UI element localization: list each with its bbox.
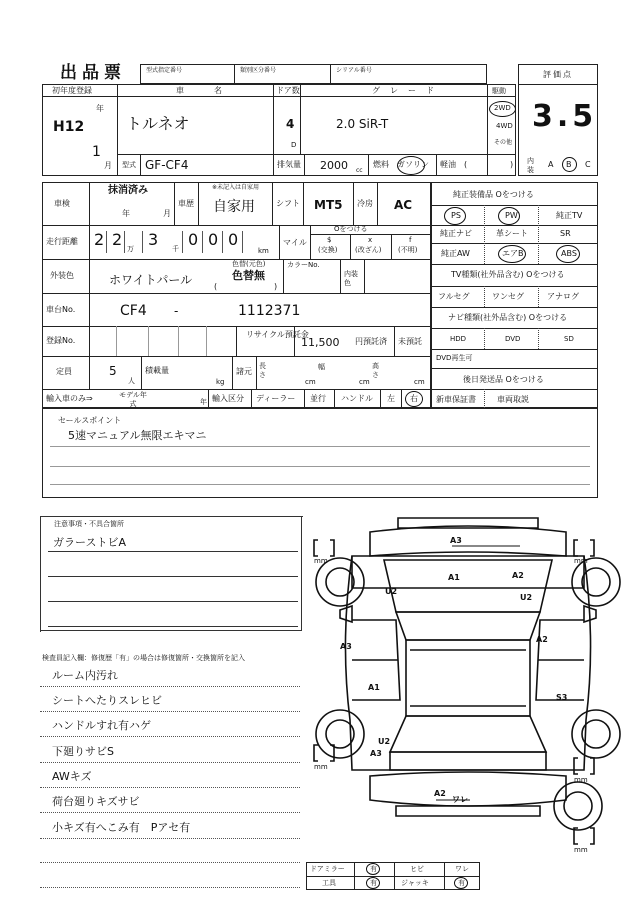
inspector-item-3: ハンドルすれ有ハゲ <box>52 719 151 732</box>
nav-hdd: HDD <box>450 335 467 343</box>
exchange-symbol: $ <box>327 236 332 244</box>
load-label: 積載量 <box>145 366 169 375</box>
tools-label: 工具 <box>322 879 336 887</box>
mileage-digit-5: 0 <box>208 230 219 249</box>
unknown-symbol: f <box>409 236 412 244</box>
inspection-month-unit: 月 <box>163 209 171 218</box>
score-label: 評価点 <box>543 70 573 79</box>
after-manual: 車両取説 <box>497 395 529 404</box>
mirror-circle <box>366 863 380 875</box>
tv-oneseg: ワンセグ <box>492 292 524 301</box>
model-label: 型式 <box>122 161 136 169</box>
car-name-label: 車名 <box>176 86 252 95</box>
mark-right-front-door: A2 <box>536 635 548 644</box>
chassis-label: 車台No. <box>46 305 76 314</box>
man-unit: 万 <box>127 245 134 253</box>
equip-sr: SR <box>560 229 571 238</box>
sen-unit: 千 <box>172 245 179 253</box>
dealer-label: ディーラー <box>256 394 296 403</box>
tire-rr-unit: mm <box>574 776 588 784</box>
color-no-label: カラーNo. <box>287 261 320 269</box>
height-unit: cm <box>414 378 425 386</box>
class-label: 類別区分番号 <box>240 67 277 74</box>
ac-label: 冷房 <box>357 199 373 208</box>
car-name: トルネオ <box>126 114 190 133</box>
inspector-item-4: 下廻りサビS <box>52 745 114 758</box>
width-label: 幅 <box>318 363 325 371</box>
mileage-digit-1: 2 <box>94 230 105 249</box>
left-label: 左 <box>387 394 395 403</box>
mile-label: マイル <box>283 238 307 247</box>
drive-other: その他 <box>494 139 513 146</box>
equip-pw: PW <box>505 211 518 220</box>
recycle-value: 11,500 <box>301 336 340 349</box>
inspector-item-7: 小キズ有へこみ有 Pアセ有 <box>52 821 191 834</box>
altered-label: (改ざん) <box>355 246 382 254</box>
cc-unit: cc <box>356 167 363 174</box>
tools-circle <box>366 877 380 889</box>
mark-rear-bumper: A2 <box>434 789 446 798</box>
selling-points-text: 5速マニュアル無限エキマニ <box>68 429 207 442</box>
kg-unit: kg <box>216 378 225 386</box>
dims-label: 諸元 <box>236 367 252 376</box>
tv-title: TV種類(社外品含む) Oをつける <box>451 270 565 279</box>
model-year-unit: 年 <box>200 398 207 406</box>
tire-spare-unit: mm <box>574 846 588 854</box>
interior-grade-b: B <box>566 160 572 169</box>
mirror-mark: 有 <box>370 865 377 873</box>
first-reg-month: 1 <box>92 144 101 160</box>
equip-tv: 純正TV <box>556 211 583 220</box>
jack-circle <box>454 877 468 889</box>
equip-navi: 純正ナビ <box>440 229 472 238</box>
ac-value: AC <box>394 198 413 212</box>
color-change-value: 色替無 <box>232 269 265 282</box>
shift-value: MT5 <box>314 198 343 212</box>
history-label: 車歴 <box>178 199 194 208</box>
capacity-unit: 人 <box>128 377 135 385</box>
fuel-gas: ガソリン <box>397 160 429 169</box>
color-change-paren-open: ( <box>214 282 218 291</box>
chassis-dash: - <box>174 304 179 318</box>
jack-label: ジャッキ <box>401 879 429 887</box>
type-cert-label: 型式指定番号 <box>146 67 183 74</box>
drive-2wd: 2WD <box>494 104 511 112</box>
after-warranty: 新車保証書 <box>436 395 476 404</box>
mark-rear-left-quarter: A3 <box>370 749 382 758</box>
length-unit: cm <box>305 378 316 386</box>
tire-fl-unit: mm <box>314 557 328 565</box>
interior-grade-c: C <box>585 160 591 169</box>
shift-label: シフト <box>276 199 300 208</box>
drive-4wd: 4WD <box>496 122 513 130</box>
paren-open: ( <box>464 160 468 169</box>
chassis-number: 1112371 <box>238 303 301 319</box>
year-unit: 年 <box>96 104 104 113</box>
inspector-item-1: ルーム内汚れ <box>52 669 118 682</box>
capacity-value: 5 <box>109 364 117 378</box>
recycle-label-line: リサイクル預託金 <box>246 330 309 339</box>
color-change-label: 色替(元色) <box>232 260 266 268</box>
dvd-playback-label: DVD再生可 <box>436 354 473 362</box>
equipment-title: 純正装備品 Oをつける <box>453 190 534 199</box>
nav-dvd: DVD <box>505 335 521 343</box>
inspector-item-5: AWキズ <box>52 770 92 783</box>
tv-fullseg: フルセグ <box>438 292 470 301</box>
altered-symbol: x <box>368 236 373 244</box>
grade-label: グレード <box>372 86 444 95</box>
exchange-label: (交換) <box>318 246 338 254</box>
mark-left-front-door: A3 <box>340 642 352 651</box>
mark-rear-crack: ワレ <box>452 795 468 804</box>
plate-label: 登録No. <box>46 336 76 345</box>
cc-label: 排気量 <box>277 160 301 169</box>
length-label: 長さ <box>259 362 266 379</box>
inspection-year-unit: 年 <box>122 209 130 218</box>
fuel-label: 燃料 <box>373 160 389 169</box>
tire-fr-unit: mm <box>574 557 588 565</box>
page-title: 出品票 <box>60 63 126 83</box>
exterior-color-value: ホワイトパール <box>109 273 193 287</box>
model-value: GF-CF4 <box>145 158 189 172</box>
handle-label: ハンドル <box>341 394 373 403</box>
jack-mark: 有 <box>458 879 465 887</box>
doors-label: ドア数 <box>276 86 300 95</box>
exterior-color-label: 外装色 <box>50 271 74 280</box>
circle-note: Oをつける <box>334 225 368 233</box>
cc-value: 2000 <box>320 159 348 172</box>
history-note: ※未記入は自家用 <box>212 184 260 191</box>
doors-value: 4 <box>286 117 295 131</box>
mark-hood: A1 <box>448 573 460 582</box>
recycle-unit: 円預託済 <box>355 337 387 346</box>
mark-front-left: U2 <box>385 587 398 596</box>
paren-close: ) <box>510 160 514 169</box>
inspector-item-6: 荷台廻りキズサビ <box>52 795 140 808</box>
fuel-diesel: 軽油 <box>440 160 456 169</box>
equip-ps: PS <box>451 211 461 220</box>
first-reg-label: 初年度登録 <box>52 86 92 95</box>
notes-label: 注意事項・不具合箇所 <box>54 520 124 528</box>
tv-analog: アナログ <box>547 292 579 301</box>
inspection-label: 車検 <box>54 199 70 208</box>
mirror-label: ドアミラー <box>310 865 345 873</box>
interior-grade-a: A <box>548 160 554 169</box>
chassis-prefix: CF4 <box>120 303 147 319</box>
color-change-paren-close: ) <box>274 282 278 291</box>
mark-rear-left: U2 <box>378 737 391 746</box>
model-year-label: モデル年式 <box>119 391 147 408</box>
recycle-unpaid: 未預託 <box>398 337 422 346</box>
notes-item-1: ガラーストビA <box>53 536 126 549</box>
mark-right-rear: S3 <box>556 693 568 702</box>
mileage-digit-2: 2 <box>112 230 123 249</box>
month-unit: 月 <box>104 161 112 170</box>
history-value: 自家用 <box>213 199 255 215</box>
mark-front-right: U2 <box>520 593 533 602</box>
mileage-digit-4: 0 <box>188 230 199 249</box>
mark-left-rear-door: A1 <box>368 683 380 692</box>
tools-mark: 有 <box>370 879 377 887</box>
inspector-label: 検査員記入欄：修復歴「有」の場合は修復箇所・交換箇所を記入 <box>42 654 245 662</box>
crack-label: ヒビ <box>410 865 424 873</box>
interior-label: 内装 <box>527 157 534 174</box>
mark-front-bumper: A3 <box>450 536 462 545</box>
mileage-digit-3: 3 <box>148 230 159 249</box>
score-value: 3.5 <box>532 99 598 134</box>
mileage-label: 走行距離 <box>46 237 78 246</box>
tire-rl-unit: mm <box>314 763 328 771</box>
inspector-item-2: シートへたりスレヒビ <box>52 694 162 707</box>
parallel-label: 並行 <box>310 394 326 403</box>
mileage-digit-6: 0 <box>228 230 239 249</box>
height-label: 高さ <box>372 362 379 379</box>
door-unit: D <box>291 141 297 149</box>
equip-abs: ABS <box>561 249 577 258</box>
mark-front-right-fender: A2 <box>512 571 524 580</box>
import-class-label: 輸入区分 <box>212 394 244 403</box>
interior-color-label: 内装色 <box>344 270 358 287</box>
nav-sd: SD <box>564 335 574 343</box>
width-unit: cm <box>359 378 370 386</box>
unknown-label: (不明) <box>398 246 418 254</box>
serial-label: シリアル番号 <box>336 67 372 74</box>
equip-leather: 革シート <box>496 229 528 238</box>
import-label: 輸入車のみ⇒ <box>46 394 93 403</box>
broken-label: ワレ <box>455 865 469 873</box>
nav-title: ナビ種類(社外品含む) Oをつける <box>448 313 568 322</box>
km-unit: km <box>258 247 269 255</box>
equip-aw: 純正AW <box>441 249 470 258</box>
after-title: 後日発送品 Oをつける <box>463 375 544 384</box>
grade-value: 2.0 SiR-T <box>336 117 389 131</box>
first-reg-era: H12 <box>53 119 85 135</box>
drive-label: 駆動 <box>492 87 506 95</box>
inspection-value: 抹消済み <box>108 185 148 196</box>
capacity-label: 定員 <box>56 367 72 376</box>
equip-airbag: エアB <box>502 249 524 258</box>
right-label: 右 <box>410 394 418 403</box>
selling-points-label: セールスポイント <box>58 416 122 425</box>
